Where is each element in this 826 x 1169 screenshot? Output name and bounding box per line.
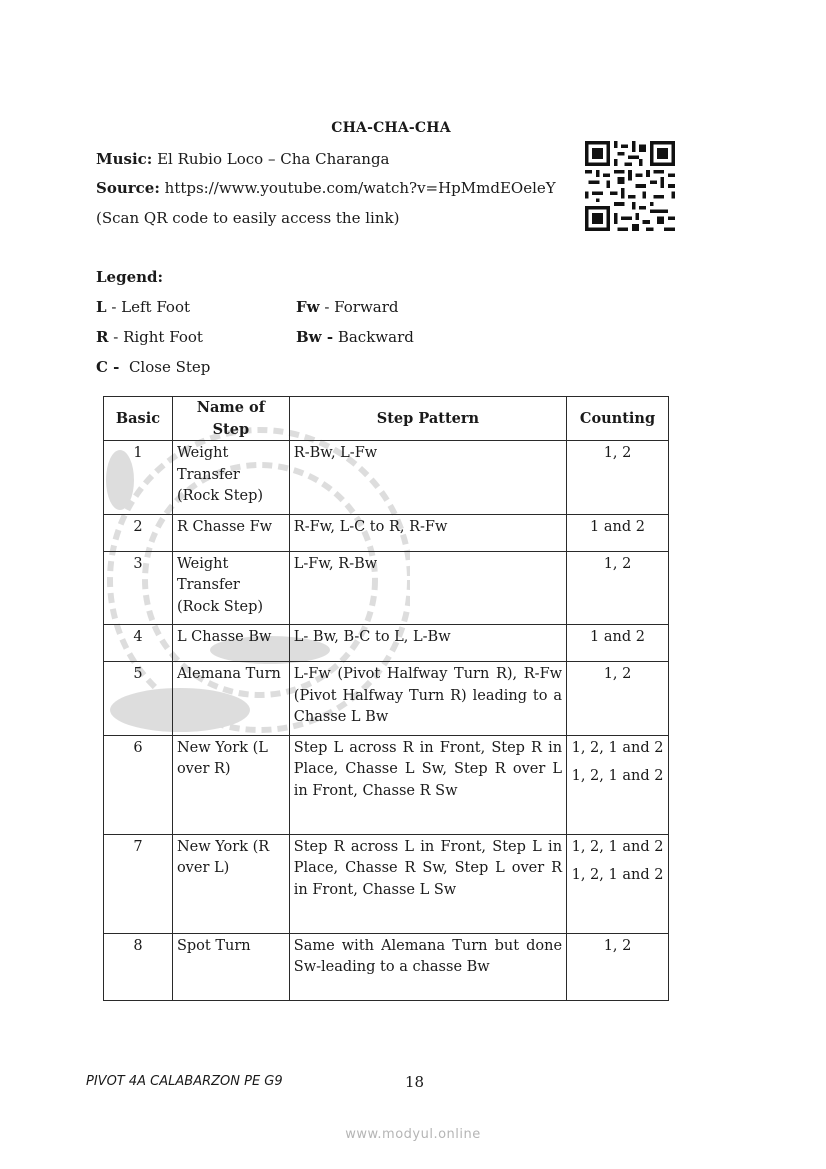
cell-name: Spot Turn xyxy=(172,933,289,1000)
cell-count xyxy=(567,625,669,662)
music-line xyxy=(96,150,390,168)
table-row xyxy=(104,662,669,736)
cell-count xyxy=(567,834,669,933)
source-link[interactable]: https://www.youtube.com/watch?v=HpMmdEOeleY xyxy=(164,179,556,197)
cell-basic: 2 xyxy=(104,514,173,551)
cell-pattern: R-Bw, L-Fw xyxy=(289,441,566,515)
header-name-of-step: Name of Step xyxy=(172,397,289,441)
legend-sep: - xyxy=(108,328,124,346)
legend-key: Fw xyxy=(296,298,320,316)
cell-count xyxy=(567,514,669,551)
count-value: 1 and 2 xyxy=(590,629,645,645)
legend-sep xyxy=(119,358,129,376)
cell-pattern: L- Bw, B-C to L, L-Bw xyxy=(289,625,566,662)
legend-desc: Right Foot xyxy=(123,328,203,346)
table-header-row xyxy=(104,397,669,441)
legend-item-c xyxy=(96,358,210,376)
table-row xyxy=(104,834,669,933)
count-value: 1, 2, 1 and 2 xyxy=(571,838,664,855)
cell-pattern: R-Fw, L-C to R, R-Fw xyxy=(289,514,566,551)
count-value: 1, 2 xyxy=(603,445,632,461)
cell-pattern: Same with Alemana Turn but done Sw-leading to a chasse Bw xyxy=(289,933,566,1000)
cell-basic: 1 xyxy=(104,441,173,515)
cell-count xyxy=(567,551,669,625)
cell-name: New York (L over R) xyxy=(172,735,289,834)
cell-count xyxy=(567,662,669,736)
cell-basic: 4 xyxy=(104,625,173,662)
legend-sep: - xyxy=(319,298,335,316)
legend-key: R xyxy=(96,328,109,346)
qr-code-icon[interactable] xyxy=(585,141,675,231)
cell-pattern: L-Fw (Pivot Halfway Turn R), R-Fw (Pivot Halfway Turn R) leading to a Chasse L Bw xyxy=(289,662,566,736)
scan-note: (Scan QR code to easily access the link) xyxy=(96,209,400,227)
legend-key: Bw - xyxy=(296,328,334,346)
page-title: CHA-CHA-CHA xyxy=(331,120,451,136)
count-value: 1, 2 xyxy=(603,937,632,954)
legend-desc: Forward xyxy=(334,298,399,316)
steps-table xyxy=(103,396,669,1001)
table-row xyxy=(104,933,669,1000)
cell-count xyxy=(567,933,669,1000)
table-row xyxy=(104,625,669,662)
footer-module-title: PIVOT 4A CALABARZON PE G9 xyxy=(86,1074,283,1089)
cell-name: R Chasse Fw xyxy=(172,514,289,551)
count-value: 1 and 2 xyxy=(590,518,645,535)
legend-desc: Backward xyxy=(337,328,414,346)
legend-title: Legend: xyxy=(96,268,164,286)
count-value: 1, 2, 1 and 2 xyxy=(571,768,664,784)
music-value: El Rubio Loco – Cha Charanga xyxy=(157,150,390,168)
cell-name: Weight Transfer (Rock Step) xyxy=(172,551,289,625)
cell-count xyxy=(567,735,669,834)
legend-sep: - xyxy=(106,298,122,316)
cell-name: Alemana Turn xyxy=(172,662,289,736)
cell-pattern: Step L across R in Front, Step R in Place, Chasse L Sw, Step R over L in Front, Chasse R Sw xyxy=(289,735,566,834)
cell-pattern: Step R across L in Front, Step L in Place, Chasse R Sw, Step L over R in Front, Chasse L Sw xyxy=(289,834,566,933)
count-value: 1, 2, 1 and 2 xyxy=(571,739,664,756)
header-step-pattern: Step Pattern xyxy=(289,397,566,441)
music-label: Music: xyxy=(96,150,153,168)
cell-count xyxy=(567,441,669,515)
legend-item-l xyxy=(96,298,190,316)
cell-name: L Chasse Bw xyxy=(172,625,289,662)
cell-basic: 5 xyxy=(104,662,173,736)
table-row xyxy=(104,735,669,834)
header-counting: Counting xyxy=(567,397,669,441)
legend-desc: Close Step xyxy=(128,358,211,376)
legend-key: C - xyxy=(96,358,120,376)
legend-item-r xyxy=(96,328,203,346)
page-number: 18 xyxy=(405,1073,425,1091)
cell-basic: 8 xyxy=(104,933,173,1000)
source-label: Source: xyxy=(96,179,160,197)
footer-website[interactable]: www.modyul.online xyxy=(345,1127,481,1142)
table-row xyxy=(104,441,669,515)
count-value: 1, 2 xyxy=(603,555,632,572)
header-basic: Basic xyxy=(104,397,173,441)
cell-name: New York (R over L) xyxy=(172,834,289,933)
legend-item-fw xyxy=(296,298,399,316)
legend-item-bw xyxy=(296,328,414,346)
table-row xyxy=(104,551,669,625)
legend-key: L xyxy=(96,298,107,316)
source-line xyxy=(96,179,556,197)
table-row xyxy=(104,514,669,551)
cell-pattern: L-Fw, R-Bw xyxy=(289,551,566,625)
count-value: 1, 2 xyxy=(603,666,632,682)
cell-basic: 3 xyxy=(104,551,173,625)
cell-name: Weight Transfer (Rock Step) xyxy=(172,441,289,515)
cell-basic: 7 xyxy=(104,834,173,933)
legend-desc: Left Foot xyxy=(121,298,191,316)
count-value: 1, 2, 1 and 2 xyxy=(571,867,664,883)
cell-basic: 6 xyxy=(104,735,173,834)
